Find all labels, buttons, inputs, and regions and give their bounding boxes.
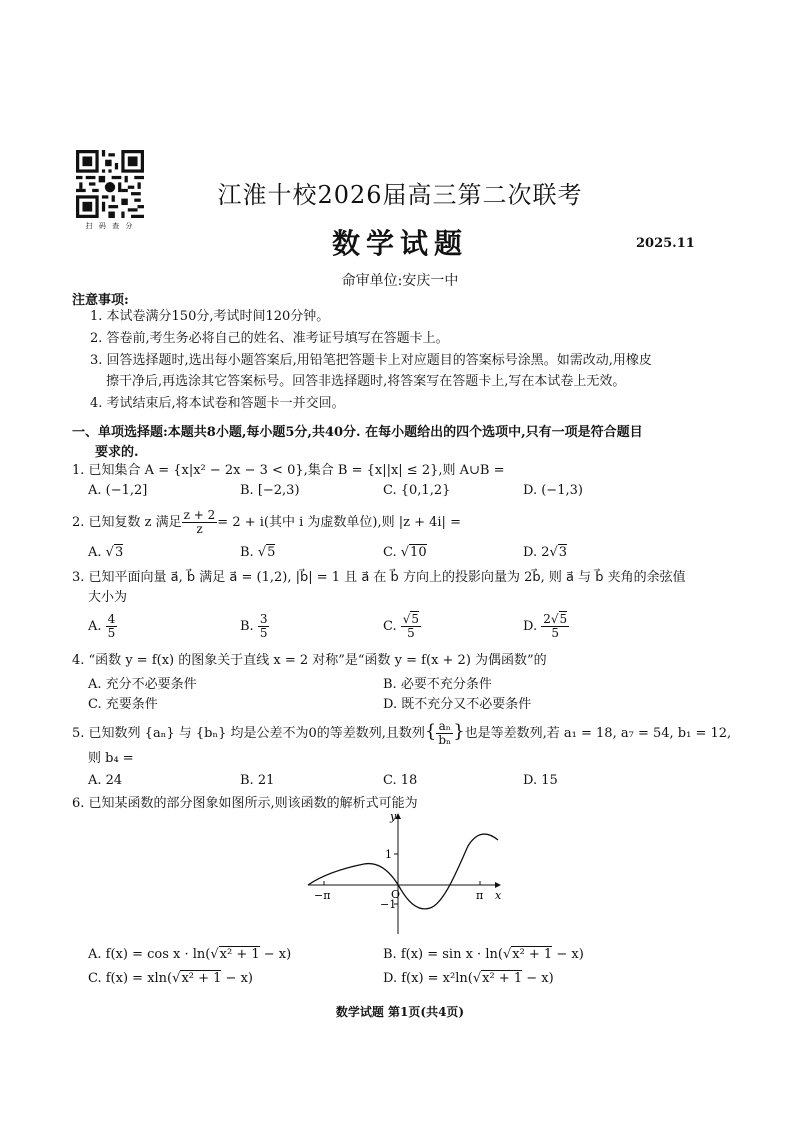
q6-option-b: B. f(x) = sin x · ln(√x² + 1 − x) — [383, 947, 584, 962]
question-3-stem-cont: 大小为 — [88, 590, 128, 605]
question-4-stem: 4. “函数 y = f(x) 的图象关于直线 x = 2 对称”是“函数 y = f(x + 2) 为偶函数”的 — [72, 653, 547, 668]
question-6-stem: 6. 已知某函数的部分图象如图所示,则该函数的解析式可能为 — [72, 796, 418, 811]
q5-option-c: C. 18 — [383, 773, 418, 788]
exam-unit: 命审单位:安庆一中 — [341, 273, 459, 289]
notes-heading: 注意事项: — [72, 293, 129, 308]
graph-tick-1: 1 — [385, 848, 392, 861]
graph-y-label: y — [390, 810, 397, 823]
q2-option-d: D. 2√3 — [523, 545, 568, 560]
q1-option-a: A. (−1,2] — [88, 483, 148, 498]
graph-origin: O — [391, 888, 401, 901]
q4-option-a: A. 充分不必要条件 — [88, 677, 197, 692]
graph-x-label: x — [495, 889, 502, 902]
question-5-stem-cont: 则 b₄ = — [88, 751, 134, 766]
graph-tick-neg-pi: −π — [314, 889, 331, 902]
graph-tick-neg1: −1 — [380, 898, 397, 911]
graph-tick-pi: π — [476, 889, 484, 902]
q3-option-c: C. $\frac{√5}{5}$ — [383, 612, 420, 640]
q2-option-c: C. √10 — [383, 545, 427, 560]
page-footer: 数学试题 第1页(共4页) — [335, 1005, 465, 1019]
q2-fraction: $\frac{z + 2}{z}$ — [183, 508, 216, 536]
note-item: 擦干净后,再选涂其它答案标号。回答非选择题时,将答案写在答题卡上,写在本试卷上无效。 — [106, 374, 626, 389]
question-2-stem: 2. 已知复数 z 满足 $\frac{z + 2}{z}$ = 2 + i(其中 i 为虚数单位),则 |z + 4i| = — [72, 508, 461, 536]
note-item: 3. 回答选择题时,选出每小题答案后,用铅笔把答题卡上对应题目的答案标号涂黑。如需改动,用橡皮 — [90, 353, 652, 368]
subject-title: 数学试题 — [331, 227, 468, 260]
q6-option-c: C. f(x) = xln(√x² + 1 − x) — [88, 971, 253, 986]
q5-option-b: B. 21 — [240, 773, 275, 788]
q6-option-d: D. f(x) = x²ln(√x² + 1 − x) — [383, 971, 554, 986]
function-graph — [300, 808, 510, 938]
q1-option-d: D. (−1,3) — [523, 483, 583, 498]
note-item: 4. 考试结束后,将本试卷和答题卡一并交回。 — [90, 396, 345, 411]
question-5-stem: 5. 已知数列 {aₙ} 与 {bₙ} 均是公差不为0的等差数列,且数列{ $\frac{\text{aₙ}}{\text{bₙ}}$ }也是等差数列,若 a₁ = 18, a₇ = 54, b₁ = 12, — [72, 719, 732, 747]
section-heading-cont: 要求的. — [95, 445, 139, 460]
q6-option-a: A. f(x) = cos x · ln(√x² + 1 − x) — [88, 947, 292, 962]
exam-date: 2025.11 — [636, 236, 695, 251]
curve — [308, 834, 498, 909]
q5-option-a: A. 24 — [88, 773, 123, 788]
q1-option-b: B. [−2,3) — [240, 483, 300, 498]
school-title: 江淮十校2026届高三第二次联考 — [217, 181, 583, 209]
q4-option-c: C. 充要条件 — [88, 697, 158, 712]
note-item: 1. 本试卷满分150分,考试时间120分钟。 — [90, 309, 330, 324]
q3-option-a: A. $\frac{4}{5}$ — [88, 612, 116, 640]
q4-option-b: B. 必要不充分条件 — [383, 677, 492, 692]
q3-option-d: D. $\frac{2√5}{5}$ — [523, 612, 568, 640]
qr-caption: 扫 码 查 分 — [85, 222, 135, 230]
question-1-stem: 1. 已知集合 A = {x|x² − 2x − 3 < 0},集合 B = {x||x| ≤ 2},则 A∪B = — [72, 463, 505, 478]
question-3-stem: 3. 已知平面向量 a⃗, b⃗ 满足 a⃗ = (1,2), |b⃗| = 1 且 a⃗ 在 b⃗ 方向上的投影向量为 2b⃗, 则 a⃗ 与 b⃗ 夹角的余弦值 — [72, 570, 686, 585]
q5-fraction: $\frac{\text{aₙ}}{\text{bₙ}}$ — [438, 719, 452, 747]
q5-option-d: D. 15 — [523, 773, 558, 788]
q4-option-d: D. 既不充分又不必要条件 — [383, 697, 532, 712]
q2-option-a: A. √3 — [88, 545, 124, 560]
q2-option-b: B. √5 — [240, 545, 276, 560]
note-item: 2. 答卷前,考生务必将自己的姓名、准考证号填写在答题卡上。 — [90, 331, 449, 346]
section-heading: 一、单项选择题:本题共8小题,每小题5分,共40分. 在每小题给出的四个选项中,只有一项是符合题目 — [72, 425, 643, 440]
q1-option-c: C. {0,1,2} — [383, 483, 451, 498]
q3-option-b: B. $\frac{3}{5}$ — [240, 612, 268, 640]
